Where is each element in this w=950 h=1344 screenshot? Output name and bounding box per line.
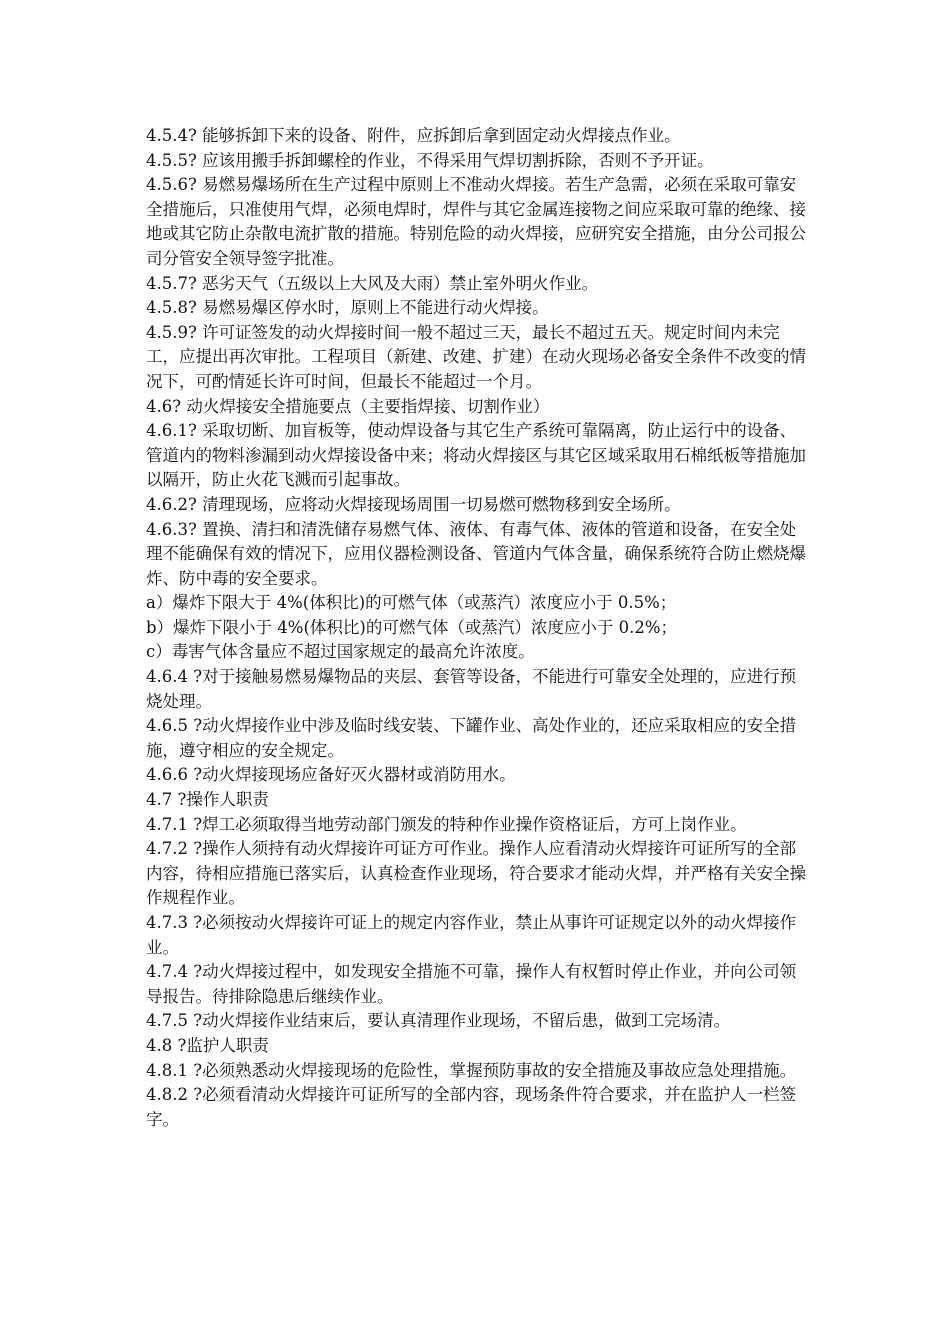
paragraph-4-6-1: 4.6.1? 采取切断、加盲板等，使动焊设备与其它生产系统可靠隔离，防止运行中的设备、管道内的物料渗漏到动火焊接设备中来；将动火焊接区与其它区域采取用石棉纸板等措施加以隔开，防止火花飞溅而引起事故。 — [146, 421, 806, 490]
list-item-a: a）爆炸下限大于 4%(体积比)的可燃气体（或蒸汽）浓度应小于 0.5%； — [146, 593, 677, 613]
paragraph-4-7-5: 4.7.5 ?动火焊接作业结束后，要认真清理作业现场，不留后患，做到工完场清。 — [146, 1011, 731, 1031]
paragraph-4-6-2: 4.6.2? 清理现场，应将动火焊接现场周围一切易燃可燃物移到安全场所。 — [146, 494, 681, 514]
paragraph-4-5-4: 4.5.4? 能够拆卸下来的设备、附件，应拆卸后拿到固定动火焊接点作业。 — [146, 126, 681, 145]
paragraph-4-5-9: 4.5.9? 许可证签发的动火焊接时间一般不超过三天，最长不超过五天。规定时间内未完工，应提出再次审批。工程项目（新建、改建、扩建）在动火现场必备安全条件不改变的情况下，可酌情延长许可时间，但最长不能超过一个月。 — [146, 322, 806, 391]
paragraph-4-6-3: 4.6.3? 置换、清扫和清洗储存易燃气体、液体、有毒气体、液体的管道和设备，在安全处理不能确保有效的情况下，应用仪器检测设备、管道内气体含量，确保系统符合防止燃烧爆炸、防中毒的安全要求。 — [146, 519, 806, 588]
paragraph-4-6-5: 4.6.5 ?动火焊接作业中涉及临时线安装、下罐作业、高处作业的，还应采取相应的安全措施，遵守相应的安全规定。 — [146, 716, 797, 760]
paragraph-4-6-6: 4.6.6 ?动火焊接现场应备好灭火器材或消防用水。 — [146, 765, 516, 785]
paragraph-4-5-7: 4.5.7? 恶劣天气（五级以上大风及大雨）禁止室外明火作业。 — [146, 273, 599, 293]
section-heading-4-6: 4.6? 动火焊接安全措施要点（主要指焊接、切割作业） — [146, 396, 550, 416]
section-heading-4-7: 4.7 ?操作人职责 — [146, 790, 269, 810]
document-body — [146, 124, 806, 1132]
paragraph-4-5-6: 4.5.6? 易燃易爆场所在生产过程中原则上不准动火焊接。若生产急需，必须在采取可靠安全措施后，只准使用气焊，必须电焊时，焊件与其它金属连接物之间应采取可靠的绝缘、接地或其它防止杂散电流扩散的措施。特别危险的动火焊接，应研究安全措施，由分公司报公司分管安全领导签字批准。 — [146, 175, 806, 268]
list-item-c: c）毒害气体含量应不超过国家规定的最高允许浓度。 — [146, 642, 535, 662]
paragraph-4-5-5: 4.5.5? 应该用搬手拆卸螺栓的作业，不得采用气焊切割拆除，否则不予开证。 — [146, 150, 714, 170]
paragraph-4-7-2: 4.7.2 ?操作人须持有动火焊接许可证方可作业。操作人应看清动火焊接许可证所写的全部内容，待相应措施已落实后，认真检查作业现场，符合要求才能动火焊，并严格有关安全操作规程作业。 — [146, 839, 806, 908]
paragraph-4-7-3: 4.7.3 ?必须按动火焊接许可证上的规定内容作业，禁止从事许可证规定以外的动火焊接作业。 — [146, 913, 797, 957]
paragraph-4-8-2: 4.8.2 ?必须看清动火焊接许可证所写的全部内容，现场条件符合要求，并在监护人一栏签字。 — [146, 1085, 797, 1129]
paragraph-4-6-4: 4.6.4 ?对于接触易燃易爆物品的夹层、套管等设备，不能进行可靠安全处理的，应进行预烧处理。 — [146, 667, 797, 711]
paragraph-4-5-8: 4.5.8? 易燃易爆区停水时，原则上不能进行动火焊接。 — [146, 298, 549, 318]
list-item-b: b）爆炸下限小于 4%(体积比)的可燃气体（或蒸汽）浓度应小于 0.2%； — [146, 617, 678, 637]
paragraph-4-7-4: 4.7.4 ?动火焊接过程中，如发现安全措施不可靠，操作人有权暂时停止作业，并向公司领导报告。待排除隐患后继续作业。 — [146, 962, 797, 1006]
paragraph-4-7-1: 4.7.1 ?焊工必须取得当地劳动部门颁发的特种作业操作资格证后，方可上岗作业。 — [146, 814, 747, 834]
section-heading-4-8: 4.8 ?监护人职责 — [146, 1035, 269, 1055]
paragraph-4-8-1: 4.8.1 ?必须熟悉动火焊接现场的危险性，掌握预防事故的安全措施及事故应急处理措施。 — [146, 1060, 797, 1080]
